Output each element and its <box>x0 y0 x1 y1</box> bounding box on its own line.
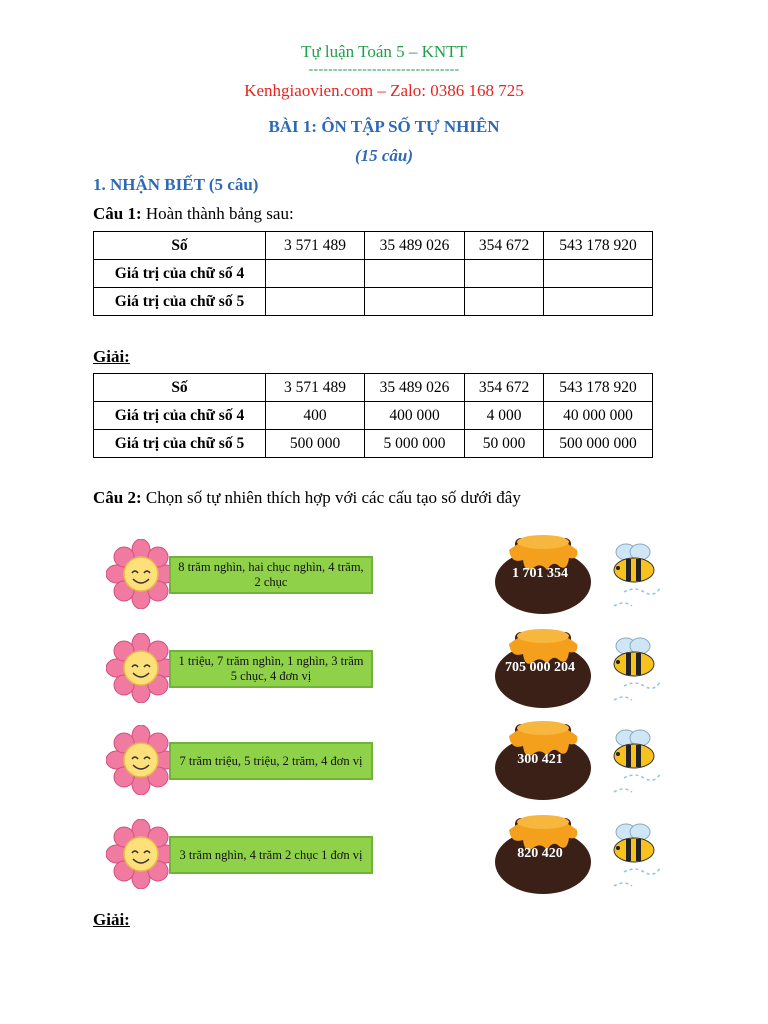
table-row <box>94 232 653 260</box>
table-cell-empty <box>544 288 653 316</box>
table-cell: Giá trị của chữ số 4 <box>94 402 266 430</box>
table-cell: Giá trị của chữ số 4 <box>94 260 266 288</box>
table-row <box>94 430 653 458</box>
flower-icon <box>106 633 176 703</box>
table-cell-empty <box>544 260 653 288</box>
header-divider: ------------------------------- <box>308 62 460 77</box>
table-cell: 4 000 <box>465 402 544 430</box>
table-cell-empty <box>465 260 544 288</box>
table-cell-empty <box>266 288 365 316</box>
bee-icon <box>604 822 664 892</box>
table-cell: 354 672 <box>465 232 544 260</box>
flower-icon <box>106 539 176 609</box>
table-cell: 3 571 489 <box>266 232 365 260</box>
table-cell: 5 000 000 <box>365 430 465 458</box>
bee-icon <box>604 542 664 612</box>
table-cell: 40 000 000 <box>544 402 653 430</box>
honey-pot-number: 1 701 354 <box>512 566 568 581</box>
question-2 <box>93 488 521 508</box>
number-structure-card[interactable]: 3 trăm nghìn, 4 trăm 2 chục 1 đơn vị <box>169 836 373 874</box>
question-2-label: Câu 2: <box>93 488 142 507</box>
table-cell: 500 000 000 <box>544 430 653 458</box>
solution-1-label: Giải: <box>93 347 130 366</box>
honey-pot-number: 705 000 204 <box>505 660 575 675</box>
table-cell: 35 489 026 <box>365 374 465 402</box>
table-cell: 50 000 <box>465 430 544 458</box>
question-1-label: Câu 1: <box>93 204 142 223</box>
lesson-title: BÀI 1: ÔN TẬP SỐ TỰ NHIÊN <box>268 117 500 136</box>
honey-pot-number: 300 421 <box>517 752 563 767</box>
table-row <box>94 374 653 402</box>
lesson-count: (15 câu) <box>354 146 414 165</box>
solution-2-label: Giải: <box>93 910 130 929</box>
header-site: Kenhgiaovien.com – Zalo: 0386 168 725 <box>244 81 524 100</box>
table-cell-empty <box>365 260 465 288</box>
table-row <box>94 288 653 316</box>
table-cell-empty <box>365 288 465 316</box>
number-structure-card[interactable]: 8 trăm nghìn, hai chục nghìn, 4 trăm, 2 chục <box>169 556 373 594</box>
bee-icon <box>604 728 664 798</box>
table-cell: 500 000 <box>266 430 365 458</box>
table-cell: Số <box>94 374 266 402</box>
table-row <box>94 260 653 288</box>
table-cell: Số <box>94 232 266 260</box>
table-cell: 354 672 <box>465 374 544 402</box>
section-heading: 1. NHẬN BIẾT (5 câu) <box>93 175 259 194</box>
question-1 <box>93 204 294 224</box>
table-cell: 35 489 026 <box>365 232 465 260</box>
table-cell: 543 178 920 <box>544 374 653 402</box>
header-title: Tự luận Toán 5 – KNTT <box>301 42 467 61</box>
question-2-text: Chọn số tự nhiên thích hợp với các cấu tạo số dưới đây <box>141 488 521 507</box>
solution-1-table <box>93 373 653 458</box>
table-cell: Giá trị của chữ số 5 <box>94 288 266 316</box>
number-structure-card[interactable]: 1 triệu, 7 trăm nghìn, 1 nghìn, 3 trăm 5 chục, 4 đơn vị <box>169 650 373 688</box>
table-cell: 400 <box>266 402 365 430</box>
table-cell: 400 000 <box>365 402 465 430</box>
question-1-text: Hoàn thành bảng sau: <box>141 204 294 223</box>
table-cell: Giá trị của chữ số 5 <box>94 430 266 458</box>
honey-pot-number: 820 420 <box>517 846 563 861</box>
flower-icon <box>106 819 176 889</box>
table-cell-empty <box>465 288 544 316</box>
bee-icon <box>604 636 664 706</box>
table-cell: 543 178 920 <box>544 232 653 260</box>
table-row <box>94 402 653 430</box>
table-cell-empty <box>266 260 365 288</box>
flower-icon <box>106 725 176 795</box>
number-structure-card[interactable]: 7 trăm triệu, 5 triệu, 2 trăm, 4 đơn vị <box>169 742 373 780</box>
table-cell: 3 571 489 <box>266 374 365 402</box>
question-1-table <box>93 231 653 316</box>
